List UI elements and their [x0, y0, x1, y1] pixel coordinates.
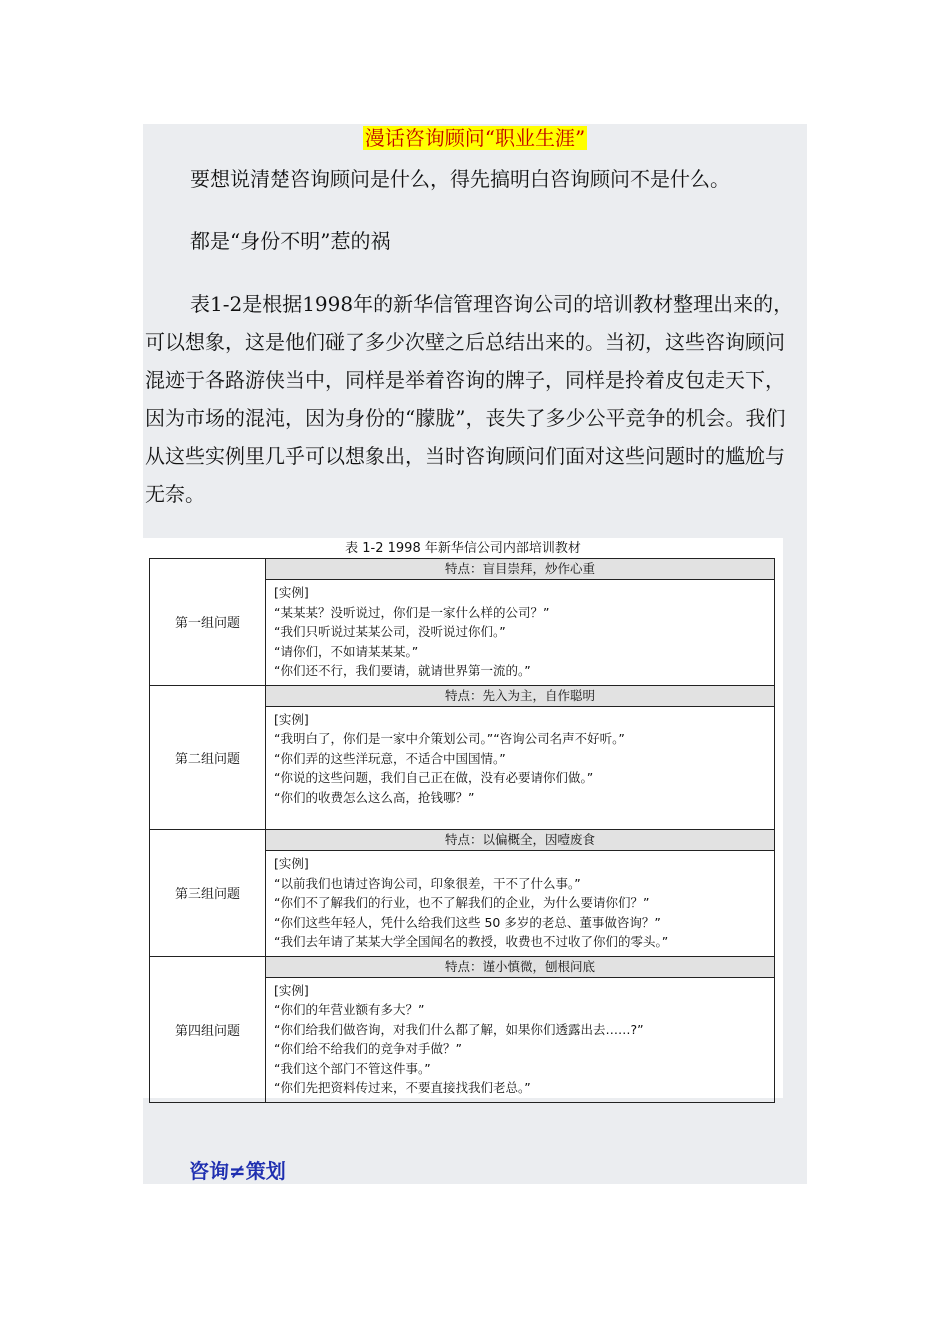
example-item: “你们先把资料传过来，不要直接找我们老总。”	[274, 1080, 531, 1095]
example-item: “你们的年营业额有多大？”	[274, 1002, 425, 1017]
training-table	[149, 558, 775, 1103]
group-label: 第四组问题	[150, 956, 266, 1102]
feature-header: 特点：先入为主，自作聪明	[266, 686, 774, 707]
example-item: “以前我们也请过咨询公司，印象很差，干不了什么事。”	[274, 875, 581, 891]
example-item: “我们这个部门不管这件事。”	[274, 1060, 431, 1076]
group-label: 第三组问题	[150, 830, 266, 957]
example-item: “你们还不行，我们要请，就请世界第一流的。”	[274, 663, 531, 678]
section-heading-consulting-vs-planning: 咨询≠策划	[189, 1159, 286, 1183]
example-item: “我明白了，你们是一家中介策划公司。”“咨询公司名声不好听。”	[274, 731, 625, 746]
document-title-text: 漫话咨询顾问“职业生涯”	[364, 126, 586, 150]
example-item: “你们给不给我们的竞争对手做？”	[274, 1041, 462, 1056]
examples-list	[266, 707, 774, 830]
body-paragraph: 表1-2是根据1998年的新华信管理咨询公司的培训教材整理出来的，可以想象，这是他们碰了多少次壁之后总结出来的。当初，这些咨询顾问混迹于各路游侠当中，同样是举着咨询的牌子，同样是拎着皮包走天下，因为市场的混沌，因为身份的“朦胧”，丧失了多少公平竞争的机会。我们从这些实例里几乎可以想象出，当时咨询顾问们面对这些问题时的尴尬与无奈。	[145, 292, 794, 506]
example-item: “你们弄的这些洋玩意，不适合中国国情。”	[274, 750, 506, 766]
examples-label: [实例]	[274, 982, 309, 998]
example-item: “你说的这些问题，我们自己正在做，没有必要请你们做。”	[274, 770, 594, 785]
feature-header: 特点：盲目崇拜，炒作心重	[266, 559, 774, 580]
intro-paragraph: 要想说清楚咨询顾问是什么，得先搞明白咨询顾问不是什么。	[190, 167, 730, 191]
example-item: “你们给我们做咨询，对我们什么都了解，如果你们透露出去……?”	[274, 1021, 644, 1037]
examples-list	[266, 978, 774, 1102]
example-item: “你们不了解我们的行业，也不了解我们的企业，为什么要请你们？”	[274, 895, 650, 910]
table-figure	[143, 538, 783, 1098]
feature-header: 特点：以偏概全，因噎废食	[266, 830, 774, 851]
example-item: “你们的收费怎么这么高，抢钱哪？”	[274, 789, 475, 805]
example-item: “我们去年请了某某大学全国闻名的教授，收费也不过收了你们的零头。”	[274, 934, 669, 949]
example-item: “我们只听说过某某公司，没听说过你们。”	[274, 624, 506, 639]
example-item: “你们这些年轻人，凭什么给我们这些 50 多岁的老总、董事做咨询？”	[274, 914, 661, 930]
examples-label: [实例]	[274, 585, 309, 600]
group-label: 第一组问题	[150, 559, 266, 686]
examples-list	[266, 851, 774, 956]
table-row	[150, 830, 775, 957]
example-item: “请你们，不如请某某某。”	[274, 643, 419, 659]
table-row	[150, 685, 775, 830]
examples-list	[266, 580, 774, 685]
document-title	[0, 124, 950, 152]
table-row	[150, 956, 775, 1102]
group-content	[266, 559, 775, 686]
examples-label: [实例]	[274, 711, 309, 727]
group-label: 第二组问题	[150, 685, 266, 830]
example-item: “某某某？没听说过，你们是一家什么样的公司？”	[274, 604, 550, 620]
section-heading: 都是“身份不明”惹的祸	[190, 229, 391, 253]
group-content	[266, 685, 775, 830]
group-content	[266, 956, 775, 1102]
group-content	[266, 830, 775, 957]
feature-header: 特点：谨小慎微，刨根问底	[266, 957, 774, 978]
table-caption: 表 1-2 1998 年新华信公司内部培训教材	[345, 541, 581, 556]
examples-label: [实例]	[274, 856, 309, 871]
table-row	[150, 559, 775, 686]
